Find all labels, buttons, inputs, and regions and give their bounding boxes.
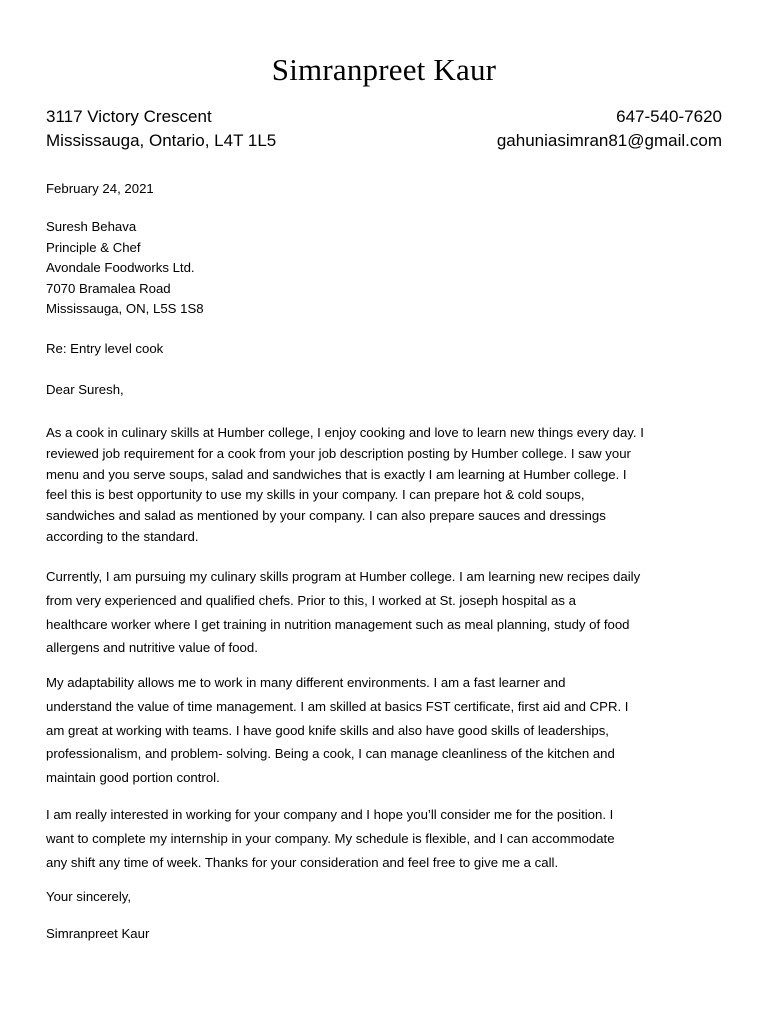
paragraph-line: am great at working with teams. I have good knife skills and also have good skills of leaderships,: [46, 722, 609, 738]
paragraph-line: professionalism, and problem- solving. Being a cook, I can manage cleanliness of the kitchen and: [46, 746, 615, 762]
paragraph-line: understand the value of time management. I am skilled at basics FST certificate, first aid and CPR. I: [46, 698, 629, 714]
paragraph-line: sandwiches and salad as mentioned by your company. I can also prepare sauces and dressings: [46, 508, 606, 524]
paragraph-line: want to complete my internship in your company. My schedule is flexible, and I can accommodate: [46, 830, 615, 846]
email-address: gahuniasimran81@gmail.com: [496, 131, 722, 150]
closing: Your sincerely,: [46, 889, 132, 904]
paragraph-line: reviewed job requirement for a cook from your job description posting by Humber college. I saw your: [46, 445, 631, 461]
address-line-1: 3117 Victory Crescent: [46, 107, 212, 126]
paragraph-line: healthcare worker where I get training in nutrition management such as meal planning, study of food: [46, 616, 630, 632]
paragraph-line: As a cook in culinary skills at Humber college, I enjoy cooking and love to learn new things every day. I: [46, 425, 644, 440]
paragraph-line: from very experienced and qualified chefs. Prior to this, I worked at St. joseph hospital as a: [46, 592, 576, 608]
salutation: Dear Suresh,: [46, 382, 124, 397]
recipient-name: Suresh Behava: [46, 219, 137, 234]
letter-date: February 24, 2021: [46, 181, 154, 196]
address-line-2: Mississauga, Ontario, L4T 1L5: [46, 131, 277, 150]
paragraph-line: My adaptability allows me to work in many different environments. I am a fast learner and: [46, 675, 566, 690]
recipient-title: Principle & Chef: [46, 239, 141, 255]
paragraph-line: any shift any time of week. Thanks for your consideration and feel free to give me a call.: [46, 854, 559, 870]
paragraph-line: according to the standard.: [46, 528, 199, 544]
paragraph-line: I am really interested in working for your company and I hope you’ll consider me for the position. I: [46, 807, 614, 822]
paragraph-line: feel this is best opportunity to use my skills in your company. I can prepare hot & cold soups,: [46, 487, 585, 503]
paragraph-line: allergens and nutritive value of food.: [46, 640, 258, 656]
body-paragraph-3: [46, 671, 726, 790]
recipient-block: [46, 217, 204, 320]
recipient-company: Avondale Foodworks Ltd.: [46, 260, 195, 276]
recipient-city: Mississauga, ON, L5S 1S8: [46, 301, 204, 317]
paragraph-line: Currently, I am pursuing my culinary skills program at Humber college. I am learning new recipes daily: [46, 569, 641, 584]
body-paragraph-1: [46, 423, 726, 548]
body-paragraph-4: [46, 803, 726, 874]
sender-name: Simranpreet Kaur: [271, 52, 497, 87]
signature-name: Simranpreet Kaur: [46, 926, 150, 941]
contact-block: [46, 105, 722, 153]
recipient-street: 7070 Bramalea Road: [46, 280, 171, 296]
phone-number: 647-540-7620: [616, 107, 722, 126]
paragraph-line: maintain good portion control.: [46, 770, 220, 786]
paragraph-line: menu and you serve soups, salad and sandwiches that is exactly I am learning at Humber college. I: [46, 466, 627, 482]
body-paragraph-2: [46, 565, 726, 660]
subject-line: Re: Entry level cook: [46, 341, 164, 356]
